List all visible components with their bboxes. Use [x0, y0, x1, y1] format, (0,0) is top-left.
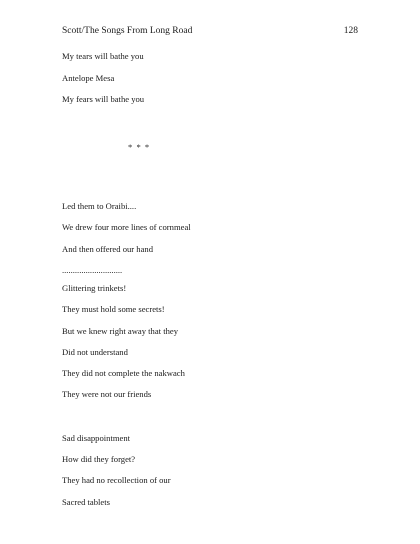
poem-line: Glittering trinkets!: [62, 283, 127, 293]
section-break: * * *: [128, 142, 151, 152]
page-number: 128: [343, 26, 358, 36]
poem-line: They were not our friends: [62, 389, 152, 399]
running-header: [62, 24, 358, 38]
poem-line: Did not understand: [62, 347, 128, 357]
poem-line: My tears will bathe you: [62, 51, 144, 61]
poem-line: Led them to Oraibi....: [62, 201, 137, 211]
poem-line: Antelope Mesa: [62, 73, 115, 83]
poem-line: We drew four more lines of cornmeal: [62, 222, 191, 232]
poem-line: They did not complete the nakwach: [62, 368, 185, 378]
poem-line: But we knew right away that they: [62, 326, 178, 336]
poem-line: They had no recollection of our: [62, 475, 171, 485]
poem-line: How did they forget?: [62, 454, 136, 464]
header-title: Scott/The Songs From Long Road: [62, 26, 193, 36]
poem-line: And then offered our hand: [62, 244, 154, 254]
poem-line: Sacred tablets: [62, 497, 110, 507]
poem-line: They must hold some secrets!: [62, 304, 165, 314]
poem-line: My fears will bathe you: [62, 94, 145, 104]
poem-line: Sad disappointment: [62, 433, 131, 443]
poem-line: ............................: [62, 265, 123, 275]
